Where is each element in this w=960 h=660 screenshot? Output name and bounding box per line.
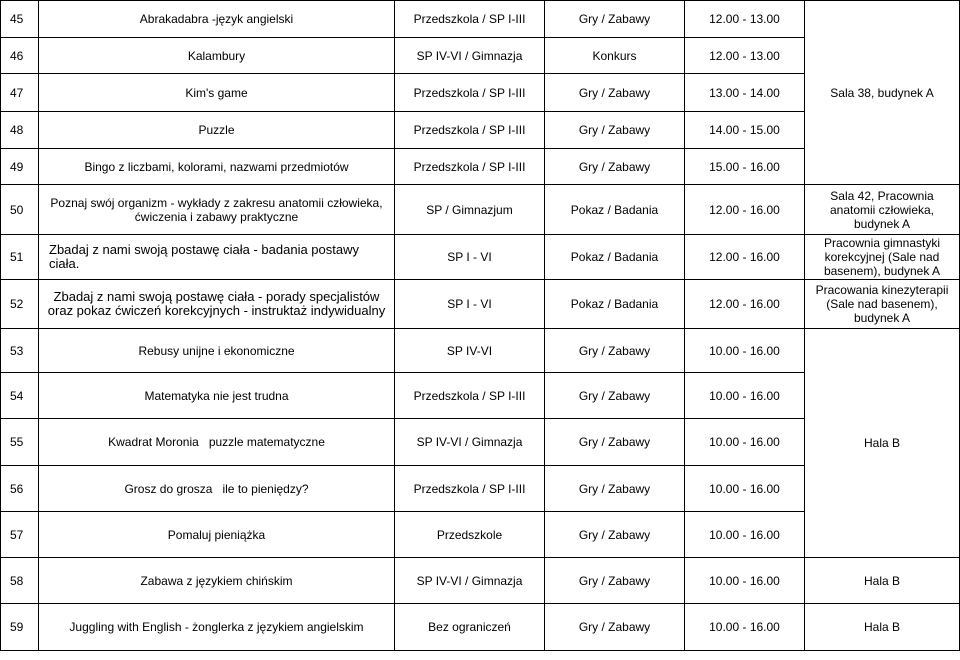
event-type: Pokaz / Badania	[545, 235, 685, 280]
event-place: Hala B	[805, 558, 960, 604]
event-group: Przedszkole	[395, 512, 545, 558]
event-place: Hala B	[805, 604, 960, 651]
event-time: 10.00 - 16.00	[685, 604, 805, 651]
event-type: Gry / Zabawy	[545, 558, 685, 604]
event-group: SP I - VI	[395, 280, 545, 329]
row-number: 47	[1, 74, 39, 112]
event-type: Gry / Zabawy	[545, 74, 685, 112]
row-number: 56	[1, 466, 39, 512]
event-group: SP IV-VI / Gimnazja	[395, 558, 545, 604]
event-group: Przedszkola / SP I-III	[395, 1, 545, 38]
row-number: 53	[1, 329, 39, 373]
event-time: 12.00 - 13.00	[685, 38, 805, 74]
event-type: Gry / Zabawy	[545, 512, 685, 558]
event-time: 10.00 - 16.00	[685, 466, 805, 512]
event-time: 10.00 - 16.00	[685, 558, 805, 604]
row-number: 59	[1, 604, 39, 651]
event-time: 14.00 - 15.00	[685, 112, 805, 149]
row-number: 55	[1, 419, 39, 466]
event-title: Puzzle	[39, 112, 395, 149]
table-row	[1, 604, 960, 651]
event-time: 10.00 - 16.00	[685, 329, 805, 373]
event-place: Sala 42, Pracownia anatomii człowieka, budynek A	[805, 185, 960, 235]
event-title: Pomaluj pieniążka	[39, 512, 395, 558]
row-number: 50	[1, 185, 39, 235]
event-title: Kim's game	[39, 74, 395, 112]
event-time: 12.00 - 16.00	[685, 235, 805, 280]
event-time: 10.00 - 16.00	[685, 373, 805, 419]
event-time: 12.00 - 16.00	[685, 185, 805, 235]
table-row	[1, 185, 960, 235]
row-number: 57	[1, 512, 39, 558]
event-type: Pokaz / Badania	[545, 280, 685, 329]
event-title: Poznaj swój organizm - wykłady z zakresu anatomii człowieka, ćwiczenia i zabawy praktyczne	[39, 185, 395, 235]
event-place: Pracownia gimnastyki korekcyjnej (Sale nad basenem), budynek A	[805, 235, 960, 280]
row-number: 58	[1, 558, 39, 604]
event-group: SP / Gimnazjum	[395, 185, 545, 235]
table-row	[1, 558, 960, 604]
row-number: 52	[1, 280, 39, 329]
event-type: Gry / Zabawy	[545, 419, 685, 466]
event-group: Przedszkola / SP I-III	[395, 149, 545, 185]
event-time: 10.00 - 16.00	[685, 512, 805, 558]
event-group: Przedszkola / SP I-III	[395, 112, 545, 149]
event-place: Sala 38, budynek A	[805, 1, 960, 185]
event-group: SP I - VI	[395, 235, 545, 280]
event-group: SP IV-VI	[395, 329, 545, 373]
event-time: 12.00 - 13.00	[685, 1, 805, 38]
event-title: Zbadaj z nami swoją postawę ciała - badania postawy ciała.	[39, 235, 395, 280]
row-number: 49	[1, 149, 39, 185]
event-type: Konkurs	[545, 38, 685, 74]
event-group: Bez ograniczeń	[395, 604, 545, 651]
row-number: 48	[1, 112, 39, 149]
event-type: Gry / Zabawy	[545, 466, 685, 512]
event-time: 13.00 - 14.00	[685, 74, 805, 112]
table-row	[1, 1, 960, 38]
event-group: SP IV-VI / Gimnazja	[395, 419, 545, 466]
event-time: 12.00 - 16.00	[685, 280, 805, 329]
event-group: Przedszkola / SP I-III	[395, 74, 545, 112]
event-type: Pokaz / Badania	[545, 185, 685, 235]
event-type: Gry / Zabawy	[545, 112, 685, 149]
row-number: 46	[1, 38, 39, 74]
event-title: Rebusy unijne i ekonomiczne	[39, 329, 395, 373]
row-number: 54	[1, 373, 39, 419]
event-title: Matematyka nie jest trudna	[39, 373, 395, 419]
event-title: Grosz do grosza ile to pieniędzy?	[39, 466, 395, 512]
event-place: Pracowania kinezyterapii (Sale nad basenem), budynek A	[805, 280, 960, 329]
event-group: SP IV-VI / Gimnazja	[395, 38, 545, 74]
table-row	[1, 280, 960, 329]
table-row	[1, 329, 960, 373]
event-title: Juggling with English - żonglerka z językiem angielskim	[39, 604, 395, 651]
event-title: Kalambury	[39, 38, 395, 74]
event-type: Gry / Zabawy	[545, 149, 685, 185]
event-place: Hala B	[805, 329, 960, 558]
event-title: Abrakadabra -język angielski	[39, 1, 395, 38]
event-type: Gry / Zabawy	[545, 604, 685, 651]
event-time: 10.00 - 16.00	[685, 419, 805, 466]
event-title: Bingo z liczbami, kolorami, nazwami przedmiotów	[39, 149, 395, 185]
event-type: Gry / Zabawy	[545, 1, 685, 38]
event-title: Zabawa z językiem chińskim	[39, 558, 395, 604]
event-time: 15.00 - 16.00	[685, 149, 805, 185]
row-number: 51	[1, 235, 39, 280]
event-type: Gry / Zabawy	[545, 373, 685, 419]
row-number: 45	[1, 1, 39, 38]
event-title: Zbadaj z nami swoją postawę ciała - porady specjalistów oraz pokaz ćwiczeń korekcyjnych - instruktaż indywidualny	[39, 280, 395, 329]
event-title: Kwadrat Moronia puzzle matematyczne	[39, 419, 395, 466]
event-group: Przedszkola / SP I-III	[395, 373, 545, 419]
table-row	[1, 235, 960, 280]
event-group: Przedszkola / SP I-III	[395, 466, 545, 512]
event-type: Gry / Zabawy	[545, 329, 685, 373]
